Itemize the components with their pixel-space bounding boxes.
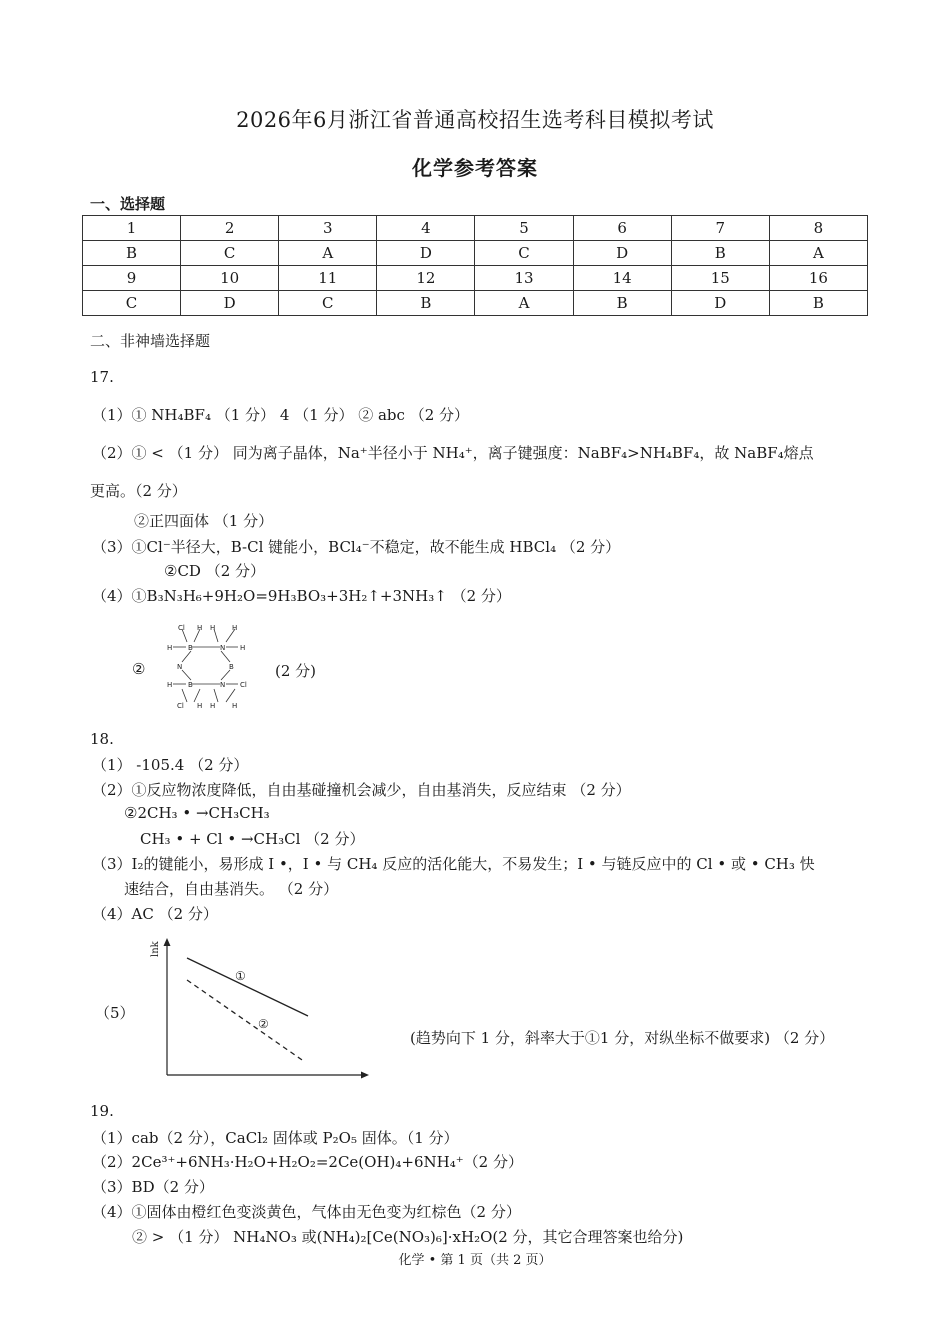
table-cell: C (279, 291, 377, 316)
q17-number: 17. (90, 368, 114, 386)
q17-line-2: （2）① < （1 分） 同为离子晶体，Na⁺半径小于 NH₄⁺，离子键强度：NaBF₄>NH₄BF₄，故 NaBF₄熔点 (92, 444, 814, 462)
table-cell: 9 (83, 266, 181, 291)
table-row (83, 291, 868, 316)
q19-line-2: （2）2Ce³⁺+6NH₃·H₂O+H₂O₂=2Ce(OH)₄+6NH₄⁺（2 分） (92, 1153, 523, 1171)
table-cell: 2 (181, 216, 279, 241)
struct-label: H (197, 702, 203, 710)
table-cell: 7 (671, 216, 769, 241)
page-footer: 化学 • 第 1 页（共 2 页） (398, 1253, 552, 1268)
struct-label: Cl (178, 624, 185, 632)
q17-line-4: （3）①Cl⁻半径大，B-Cl 键能小，BCl₄⁻不稳定，故不能生成 HBCl₄ （2 分） (92, 538, 621, 556)
struct-label: Cl (240, 681, 247, 689)
graph-line-1 (187, 958, 308, 1016)
q18-graph-note: (趋势向下 1 分，斜率大于①1 分，对纵坐标不做要求) （2 分） (410, 1029, 835, 1047)
table-cell: D (377, 241, 475, 266)
table-cell: 13 (475, 266, 573, 291)
table-cell: 5 (475, 216, 573, 241)
graph-y-label: lnk (150, 941, 161, 957)
table-row (83, 266, 868, 291)
q17-marker-2: ② (132, 660, 146, 678)
struct-label: H (232, 624, 238, 632)
table-cell: A (279, 241, 377, 266)
struct-label: H (240, 644, 246, 652)
table-cell: 11 (279, 266, 377, 291)
table-cell: 15 (671, 266, 769, 291)
table-cell: 4 (377, 216, 475, 241)
struct-label: H (232, 702, 238, 710)
q18-line-1: （1） -105.4 （2 分） (92, 756, 249, 774)
table-cell: 8 (769, 216, 867, 241)
table-cell: B (83, 241, 181, 266)
table-cell: B (671, 241, 769, 266)
q17-line-5: ②CD （2 分） (164, 562, 266, 580)
q17-score-2: (2 分) (275, 662, 317, 680)
section-choice-label: 一、选择题 (90, 195, 166, 213)
q19-line-5: ② > （1 分） NH₄NO₃ 或(NH₄)₂[Ce(NO₃)₆]·xH₂O(2 分，其它合理答案也给分) (132, 1228, 684, 1246)
table-cell: 3 (279, 216, 377, 241)
struct-label: B (229, 663, 234, 671)
table-cell: C (475, 241, 573, 266)
q17-line-3: ②正四面体 （1 分） (134, 512, 274, 530)
q19-number: 19. (90, 1102, 114, 1120)
struct-label: N (220, 644, 226, 652)
table-cell: 1 (83, 216, 181, 241)
table-cell: D (671, 291, 769, 316)
struct-label: H (210, 702, 216, 710)
table-cell: B (573, 291, 671, 316)
table-cell: 6 (573, 216, 671, 241)
table-cell: 14 (573, 266, 671, 291)
q18-marker-5: （5） (95, 1004, 135, 1022)
graph-line-2 (187, 980, 305, 1062)
struct-label: Cl (177, 702, 184, 710)
table-cell: A (769, 241, 867, 266)
q19-line-3: （3）BD（2 分） (92, 1178, 214, 1196)
q17-line-1: （1）① NH₄BF₄ （1 分） 4 （1 分） ② abc （2 分） (92, 406, 470, 424)
answer-table (82, 215, 868, 316)
table-cell: D (181, 291, 279, 316)
graph-line-1-label: ① (235, 969, 246, 983)
page-title: 2026年6月浙江省普通高校招生选考科目模拟考试 (236, 108, 714, 132)
q18-line-4: CH₃ • + Cl • →CH₃Cl （2 分） (140, 830, 365, 848)
q18-line-5: （3）I₂的键能小，易形成 I •，I • 与 CH₄ 反应的活化能大，不易发生；I • 与链反应中的 Cl • 或 • CH₃ 快 (92, 855, 815, 873)
table-cell: 12 (377, 266, 475, 291)
q17-line-6: （4）①B₃N₃H₆+9H₂O=9H₃BO₃+3H₂↑+3NH₃↑ （2 分） (92, 587, 511, 605)
table-cell: C (181, 241, 279, 266)
q19-line-1: （1）cab（2 分），CaCl₂ 固体或 P₂O₅ 固体。（1 分） (92, 1129, 459, 1147)
q18-line-6: （4）AC （2 分） (92, 905, 218, 923)
struct-label: H (167, 681, 173, 689)
struct-label: H (197, 624, 203, 632)
table-cell: 10 (181, 266, 279, 291)
table-cell: B (377, 291, 475, 316)
struct-label: B (188, 644, 193, 652)
page-subtitle: 化学参考答案 (412, 156, 538, 180)
lnk-graph (145, 935, 375, 1080)
table-cell: 16 (769, 266, 867, 291)
borazine-structure-diagram (160, 620, 260, 712)
q18-line-3: ②2CH₃ • →CH₃CH₃ (124, 804, 270, 822)
q17-line-2b: 更高。（2 分） (90, 482, 187, 500)
table-row (83, 241, 868, 266)
struct-label: N (220, 681, 226, 689)
struct-label: N (177, 663, 183, 671)
struct-label: H (167, 644, 173, 652)
struct-label: H (210, 624, 216, 632)
q18-number: 18. (90, 730, 114, 748)
table-cell: A (475, 291, 573, 316)
table-cell: D (573, 241, 671, 266)
q18-line-2: （2）①反应物浓度降低，自由基碰撞机会减少，自由基消失，反应结束 （2 分） (92, 781, 631, 799)
graph-line-2-label: ② (258, 1017, 269, 1031)
table-row (83, 216, 868, 241)
struct-label: B (188, 681, 193, 689)
section-nonchoice-label: 二、非神墙选择题 (90, 332, 211, 350)
q18-line-5b: 速结合，自由基消失。 （2 分） (124, 880, 339, 898)
table-cell: B (769, 291, 867, 316)
q19-line-4: （4）①固体由橙红色变淡黄色，气体由无色变为红棕色（2 分） (92, 1203, 521, 1221)
table-cell: C (83, 291, 181, 316)
